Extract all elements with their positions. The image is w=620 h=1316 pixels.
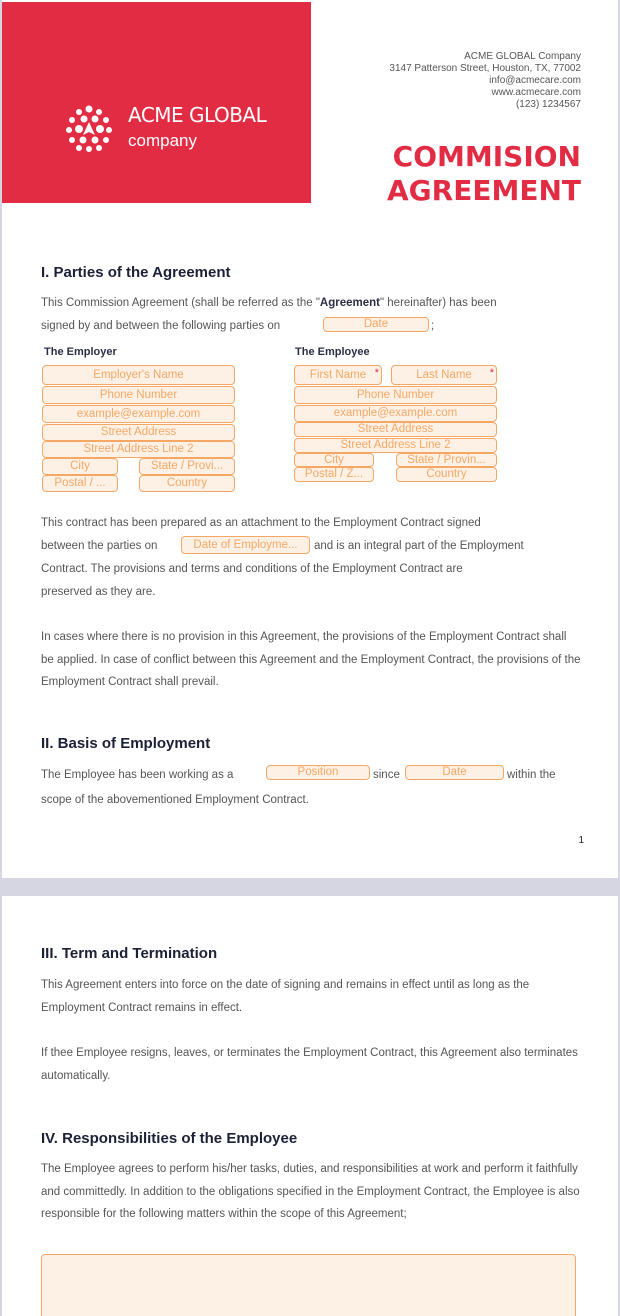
logo-name: ACME GLOBAL [128,103,267,127]
responsibilities-para: The Employee agrees to perform his/her tasks, duties, and responsibilities at work and perform it faithfully and committedly. In addition to the obligations specified in the Employment Contract, the Employee is also responsible for the following matters within the scope of this Agreement; [41,1163,580,1221]
required-mark: * [374,367,379,379]
employee-street2-field[interactable]: Street Address Line 2 [294,438,497,453]
para2-line-4: preserved as they are. [41,586,156,598]
brand-banner [2,2,311,203]
employer-postal-field[interactable]: Postal / ... [42,475,118,492]
first-name-placeholder: First Name [309,369,367,381]
employer-street2-field[interactable]: Street Address Line 2 [42,441,235,458]
employee-first-name-field[interactable] [294,365,382,385]
company-info [389,51,581,111]
basis-text-a: The Employee has been working as a [41,769,234,781]
intro-line-2: signed by and between the following parties on [41,320,281,332]
employer-name-field[interactable]: Employer's Name [42,365,235,385]
intro-text-a: This Commission Agreement (shall be referred as the " [41,297,320,309]
employer-label: The Employer [44,346,117,358]
agreement-date-field[interactable]: Date [323,317,429,332]
employer-phone-field[interactable]: Phone Number [42,386,235,404]
term-para-2: If thee Employee resigns, leaves, or terminates the Employment Contract, this Agreement also terminates automatically. [41,1047,578,1082]
employee-phone-field[interactable]: Phone Number [294,386,497,404]
para2-line-3: Contract. The provisions and terms and conditions of the Employment Contract are [41,563,463,575]
position-field[interactable]: Position [266,765,370,780]
para2-line-1: This contract has been prepared as an attachment to the Employment Contract signed [41,517,481,529]
employee-email-field[interactable]: example@example.com [294,405,497,422]
employee-city-field[interactable]: City [294,453,374,467]
document-page-1 [2,0,618,878]
basis-text-b: within the [507,769,556,781]
employer-city-field[interactable]: City [42,458,118,475]
intro-line-1 [41,297,497,309]
company-name: ACME GLOBAL Company [464,51,581,62]
employee-last-name-field[interactable] [391,365,497,385]
employer-email-field[interactable]: example@example.com [42,405,235,423]
para2-line-2b: and is an integral part of the Employment [314,540,524,552]
required-mark: * [489,367,494,379]
additional-responsibilities-textarea[interactable] [41,1254,576,1316]
company-address: 3147 Patterson Street, Houston, TX, 77002 [389,63,581,74]
employee-label: The Employee [295,346,370,358]
section-1-heading: I. Parties of the Agreement [41,264,231,281]
section-4-heading: IV. Responsibilities of the Employee [41,1130,298,1147]
basis-date-field[interactable]: Date [405,765,504,780]
employer-country-field[interactable]: Country [139,475,235,492]
logo-subtitle: company [128,131,197,150]
employer-street-field[interactable]: Street Address [42,424,235,441]
basis-text-c: scope of the abovementioned Employment Contract. [41,794,309,806]
intro-semicolon: ; [431,320,435,332]
para2-line-2a: between the parties on [41,540,158,552]
globe-dots-icon [65,103,113,153]
employer-state-field[interactable]: State / Provi... [139,458,235,475]
basis-since: since [373,769,400,781]
section-2-heading: II. Basis of Employment [41,735,211,752]
employee-state-field[interactable]: State / Provin... [396,453,497,467]
company-email: info@acmecare.com [489,75,581,86]
title-line-1: COMMISION [392,140,581,173]
employee-country-field[interactable]: Country [396,467,497,482]
section-3-heading: III. Term and Termination [41,945,218,962]
document-title [387,140,581,208]
page-number: 1 [578,835,584,846]
company-website: www.acmecare.com [491,87,581,98]
document-page-2 [2,896,618,1316]
term-para-1: This Agreement enters into force on the date of signing and remains in effect until as long as the Employment Contract remains in effect. [41,979,530,1014]
intro-bold: Agreement [319,297,380,309]
title-line-2: AGREEMENT [387,174,581,207]
employee-postal-field[interactable]: Postal / Z... [294,467,374,482]
para3: In cases where there is no provision in this Agreement, the provisions of the Employment Contract shall be applied. In case of conflict between this Agreement and the Employment Contract, the provisions of the Employment Contract shall prevail. [41,631,581,689]
employment-date-field[interactable]: Date of Employme... [181,536,310,554]
employee-street-field[interactable]: Street Address [294,422,497,437]
company-phone: (123) 1234567 [515,99,581,110]
last-name-placeholder: Last Name [416,369,472,381]
intro-text-b: " hereinafter) has been [380,297,497,309]
